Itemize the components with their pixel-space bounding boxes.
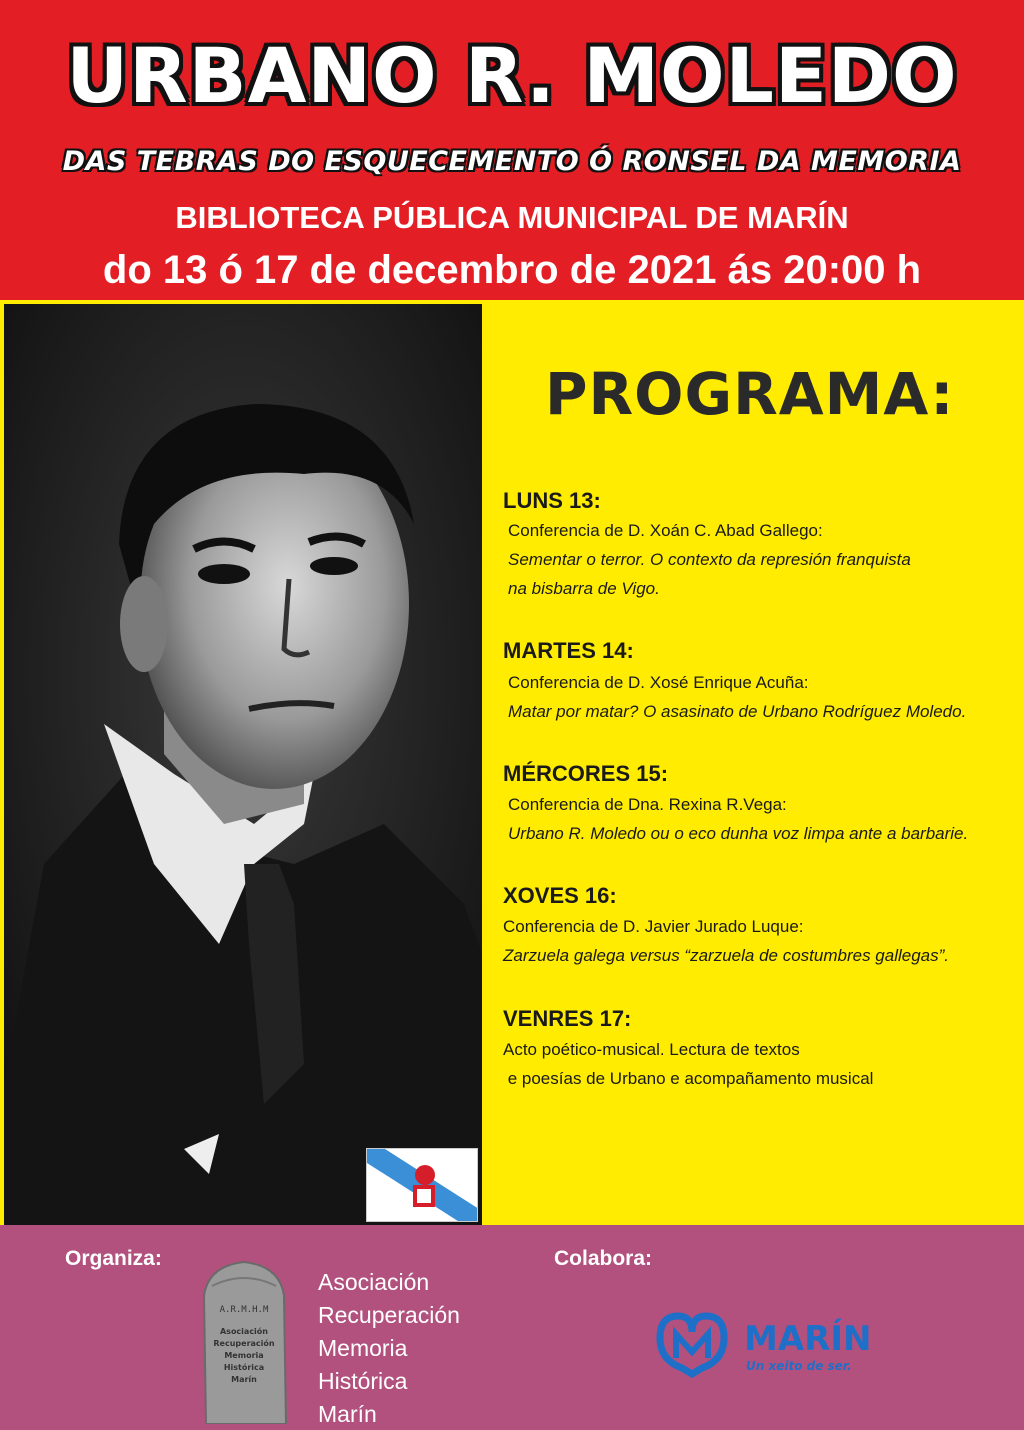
event-line: na bisbarra de Vigo. bbox=[508, 579, 660, 598]
event-line: Conferencia de Dna. Rexina R.Vega: bbox=[508, 795, 787, 814]
association-line: Histórica bbox=[318, 1368, 408, 1394]
event-line: Conferencia de D. Xoán C. Abad Gallego: bbox=[508, 521, 823, 540]
galician-flag-icon bbox=[366, 1148, 478, 1222]
association-line: Asociación bbox=[318, 1269, 430, 1295]
program-panel bbox=[0, 300, 1024, 1225]
event-dates: do 13 ó 17 de decembro de 2021 ás 20:00 h bbox=[102, 248, 922, 292]
event-line: Acto poético-musical. Lectura de textos bbox=[503, 1040, 800, 1059]
header-banner bbox=[0, 0, 1024, 300]
svg-text:MARÍN: MARÍN bbox=[744, 1319, 872, 1359]
association-line: Memoria bbox=[318, 1335, 408, 1361]
day-heading-xoves: XOVES 16: bbox=[503, 883, 617, 908]
marin-logo bbox=[654, 1308, 904, 1378]
association-name bbox=[318, 1266, 460, 1430]
svg-text:A.R.M.H.M: A.R.M.H.M bbox=[219, 1305, 269, 1315]
event-line: Zarzuela galega versus “zarzuela de costumbres gallegas”. bbox=[503, 946, 950, 965]
event-line: Sementar o terror. O contexto da represión franquista bbox=[508, 550, 911, 569]
armhm-stone-logo bbox=[198, 1256, 290, 1424]
page-title: URBANO R. MOLEDO bbox=[66, 31, 958, 120]
organiza-label: Organiza: bbox=[65, 1247, 162, 1270]
portrait-illustration bbox=[4, 304, 482, 1225]
svg-text:Histórica: Histórica bbox=[223, 1363, 265, 1372]
portrait-photo bbox=[4, 304, 482, 1225]
association-line: Marín bbox=[318, 1401, 377, 1427]
day-heading-venres: VENRES 17: bbox=[503, 1006, 632, 1031]
svg-text:Un xeito de ser.: Un xeito de ser. bbox=[746, 1359, 852, 1373]
svg-text:Memoria: Memoria bbox=[224, 1351, 264, 1360]
venue: BIBLIOTECA PÚBLICA MUNICIPAL DE MARÍN bbox=[175, 200, 849, 235]
svg-text:Asociación: Asociación bbox=[219, 1327, 269, 1336]
day-heading-mercores: MÉRCORES 15: bbox=[503, 761, 669, 786]
event-line: Conferencia de D. Javier Jurado Luque: bbox=[503, 917, 804, 936]
event-line: Urbano R. Moledo ou o eco dunha voz limpa ante a barbarie. bbox=[508, 824, 969, 843]
day-heading-luns: LUNS 13: bbox=[503, 488, 601, 513]
association-line: Recuperación bbox=[318, 1302, 460, 1328]
event-line: Conferencia de D. Xosé Enrique Acuña: bbox=[508, 673, 809, 692]
svg-text:Marín: Marín bbox=[231, 1375, 257, 1384]
marin-heart-icon bbox=[660, 1316, 724, 1374]
svg-text:Recuperación: Recuperación bbox=[213, 1339, 275, 1348]
subtitle: DAS TEBRAS DO ESQUECEMENTO Ó RONSEL DA MEMORIA bbox=[62, 146, 962, 177]
day-heading-martes: MARTES 14: bbox=[503, 638, 634, 663]
event-line: Matar por matar? O asasinato de Urbano Rodríguez Moledo. bbox=[508, 702, 967, 721]
colabora-label: Colabora: bbox=[554, 1247, 653, 1270]
event-line: e poesías de Urbano e acompañamento musical bbox=[503, 1069, 874, 1088]
program-heading: PROGRAMA: bbox=[545, 360, 955, 428]
